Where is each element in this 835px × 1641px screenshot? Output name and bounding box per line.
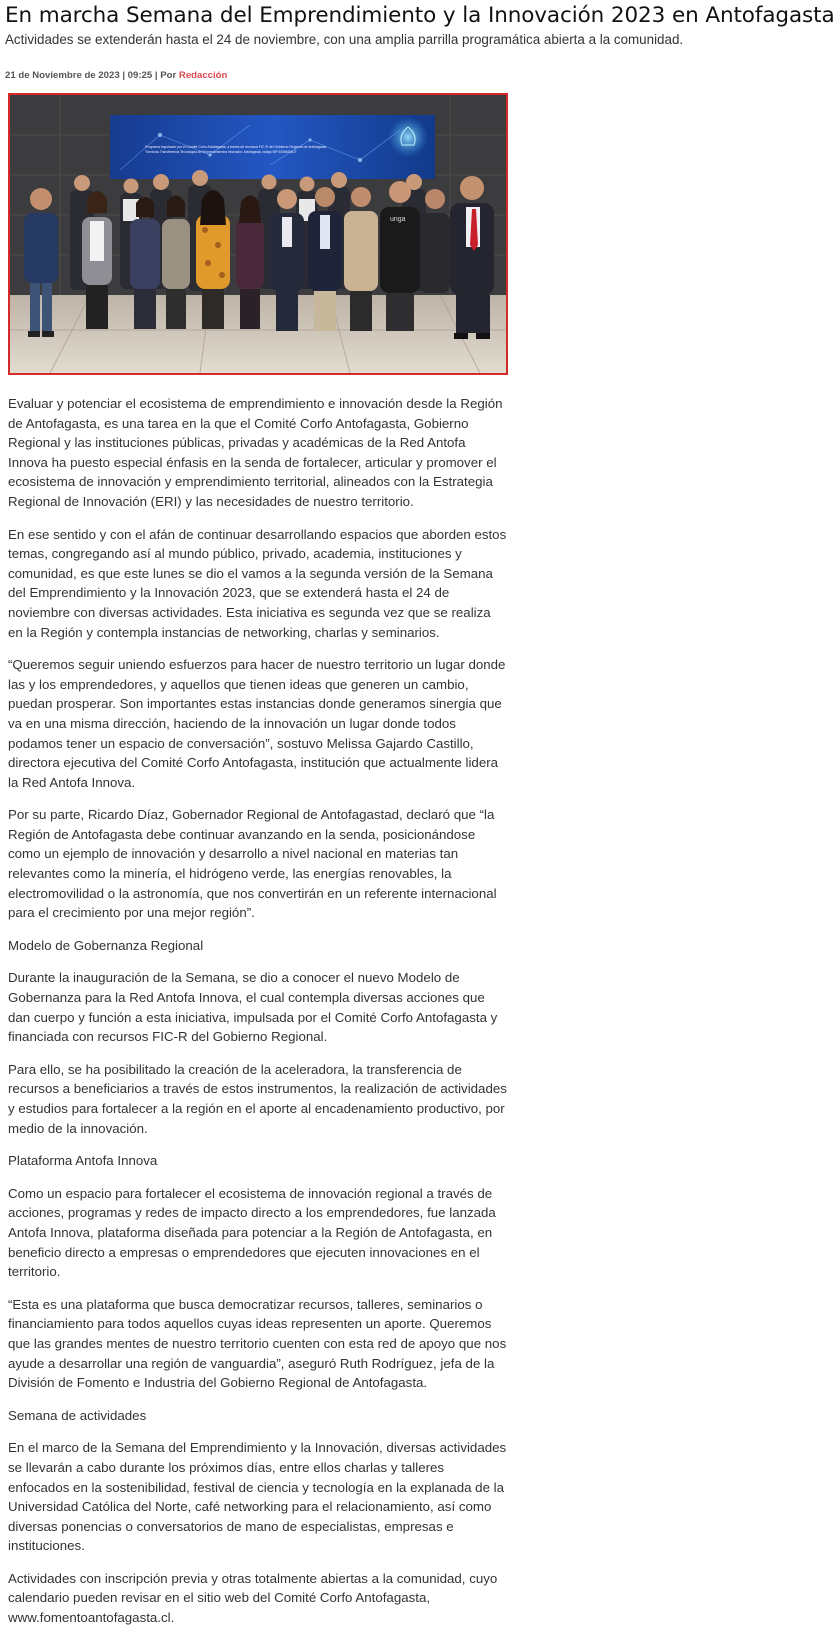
author-link[interactable]: Redacción (178, 70, 228, 81)
paragraph-actividades: En el marco de la Semana del Emprendimiento y la Innovación, diversas actividades se llevarán a cabo durante los próximos días, entre ellos charlas y talleres enfocados en la sostenibilidad, festival de ciencia y tecnología en la explanada de la Universidad Católica del Norte, café networking para el relacionamiento, así como diversas ponencias o conversatorios de mano de especialistas, empresas e instituciones. (8, 1440, 507, 1554)
paragraph-quote-rodriguez: “Esta es una plataforma que busca democratizar recursos, talleres, seminarios o financiamiento para todos aquellos cuyas ideas representen un aporte. Queremos que las grandes mentes de nuestro territorio cuenten con esta red de apoyo que nos ayude a desarrollar una región de vanguardia”, aseguró Ruth Rodríguez, jefa de la División de Fomento e Industria del Gobierno Regional de Antofagasta. (8, 1296, 507, 1391)
paragraph-inscripcion: Actividades con inscripción previa y otras totalmente abiertas a la comunidad, cuyo calendario pueden revisar en el sitio web del Comité Corfo Antofagasta, www.fomentoantofagasta.cl. (8, 1570, 498, 1626)
paragraph-aceleradora: Para ello, se ha posibilitado la creación de la aceleradora, la transferencia de recursos a beneficiarios a través de estos instrumentos, la realización de actividades y estudios para fortalecer a la región en el aporte al encadenamiento productivo, por medio de la innovación. (8, 1061, 507, 1136)
screen-caption-line1: Programa impulsado por el Comité Corfo Antofagasta, a través de recursos FIC-R del Gobierno Regional de Antofagasta (145, 145, 327, 149)
screen-caption-line2: "Servicios Transferencia Tecnológica de Emprendimientos Innovador. Antofagasta, código BIP 40054658-0" (145, 150, 297, 154)
paragraph-plataforma: Como un espacio para fortalecer el ecosistema de innovación regional a través de acciones, programas y redes de impacto directo a los emprendedores, fue lanzada Antofa Innova, plataforma diseñada para potenciar a la Región de Antofagasta, en beneficio directo a empresas o emprendedores que ejecuten innovaciones en el territorio. (8, 1185, 496, 1280)
article-headline: En marcha Semana del Emprendimiento y la Innovación 2023 en Antofagasta (5, 3, 835, 28)
publish-datetime: 21 de Noviembre de 2023 | 09:25 | Por (5, 70, 177, 81)
article-body (8, 394, 508, 1641)
paragraph-quote-gajardo: “Queremos seguir uniendo esfuerzos para hacer de nuestro territorio un lugar donde las y los emprendedores, y aquellos que tienen ideas que generen un cambio, puedan prosperar. Son importantes estas instancias donde generamos sinergia que va en una misma dirección, haciendo de la innovación un lugar donde todos podamos tener un espacio de conversación”, sostuvo Melissa Gajardo Castillo, directora ejecutiva del Comité Corfo Antofagasta, institución que actualmente lidera la Red Antofa Innova. (8, 657, 506, 790)
paragraph-semana: En ese sentido y con el afán de continuar desarrollando espacios que aborden estos temas, congregando así al mundo público, privado, academia, instituciones y comunidad, es que este lunes se dio el vamos a la segunda versión de la Semana del Emprendimiento y la Innovación 2023, que se extenderá hasta el 24 de noviembre con diversas actividades. Esta iniciativa es segunda vez que se realiza en la Región y contempla instancias de networking, charlas y seminarios. (8, 526, 507, 640)
section-heading-plataforma: Plataforma Antofa Innova (8, 1153, 158, 1169)
tshirt-logo: unga (390, 216, 406, 223)
article-meta (5, 70, 227, 81)
paragraph-intro: Evaluar y potenciar el ecosistema de emprendimiento e innovación desde la Región de Antofagasta, es una tarea en la que el Comité Corfo Antofagasta, Gobierno Regional y las instituciones públicas, privadas y académicas de la Red Antofa Innova ha puesto especial énfasis en la senda de fortalecer, articular y promover el ecosistema de innovación y emprendimiento territorial, alineados con la Estrategia Regional de Innovación (ERI) y las necesidades de nuestro territorio. (8, 396, 503, 509)
paragraph-quote-diaz: Por su parte, Ricardo Díaz, Gobernador Regional de Antofagastad, declaró que “la Región de Antofagasta debe continuar avanzando en la senda, posicionándose como un ejemplo de innovación y desarrollo a nivel nacional en materias tan relevantes como la minería, el hidrógeno verde, las energías renovables, la electromovilidad o la astronomía, que nos convertirán en un referente internacional para el crecimiento por una mejor región”. (8, 807, 497, 921)
article-photo (8, 93, 508, 375)
paragraph-gobernanza: Durante la inauguración de la Semana, se dio a conocer el nuevo Modelo de Gobernanza para la Red Antofa Innova, el cual contempla diversas acciones que dan cuerpo y función a esta iniciativa, impulsada por el Comité Corfo Antofagasta y financiada con recursos FIC-R del Gobierno Regional. (8, 970, 498, 1045)
section-heading-actividades: Semana de actividades (8, 1407, 147, 1423)
section-heading-gobernanza: Modelo de Gobernanza Regional (8, 937, 204, 953)
article-subtitle: Actividades se extenderán hasta el 24 de noviembre, con una amplia parrilla programática abierta a la comunidad. (5, 32, 684, 47)
